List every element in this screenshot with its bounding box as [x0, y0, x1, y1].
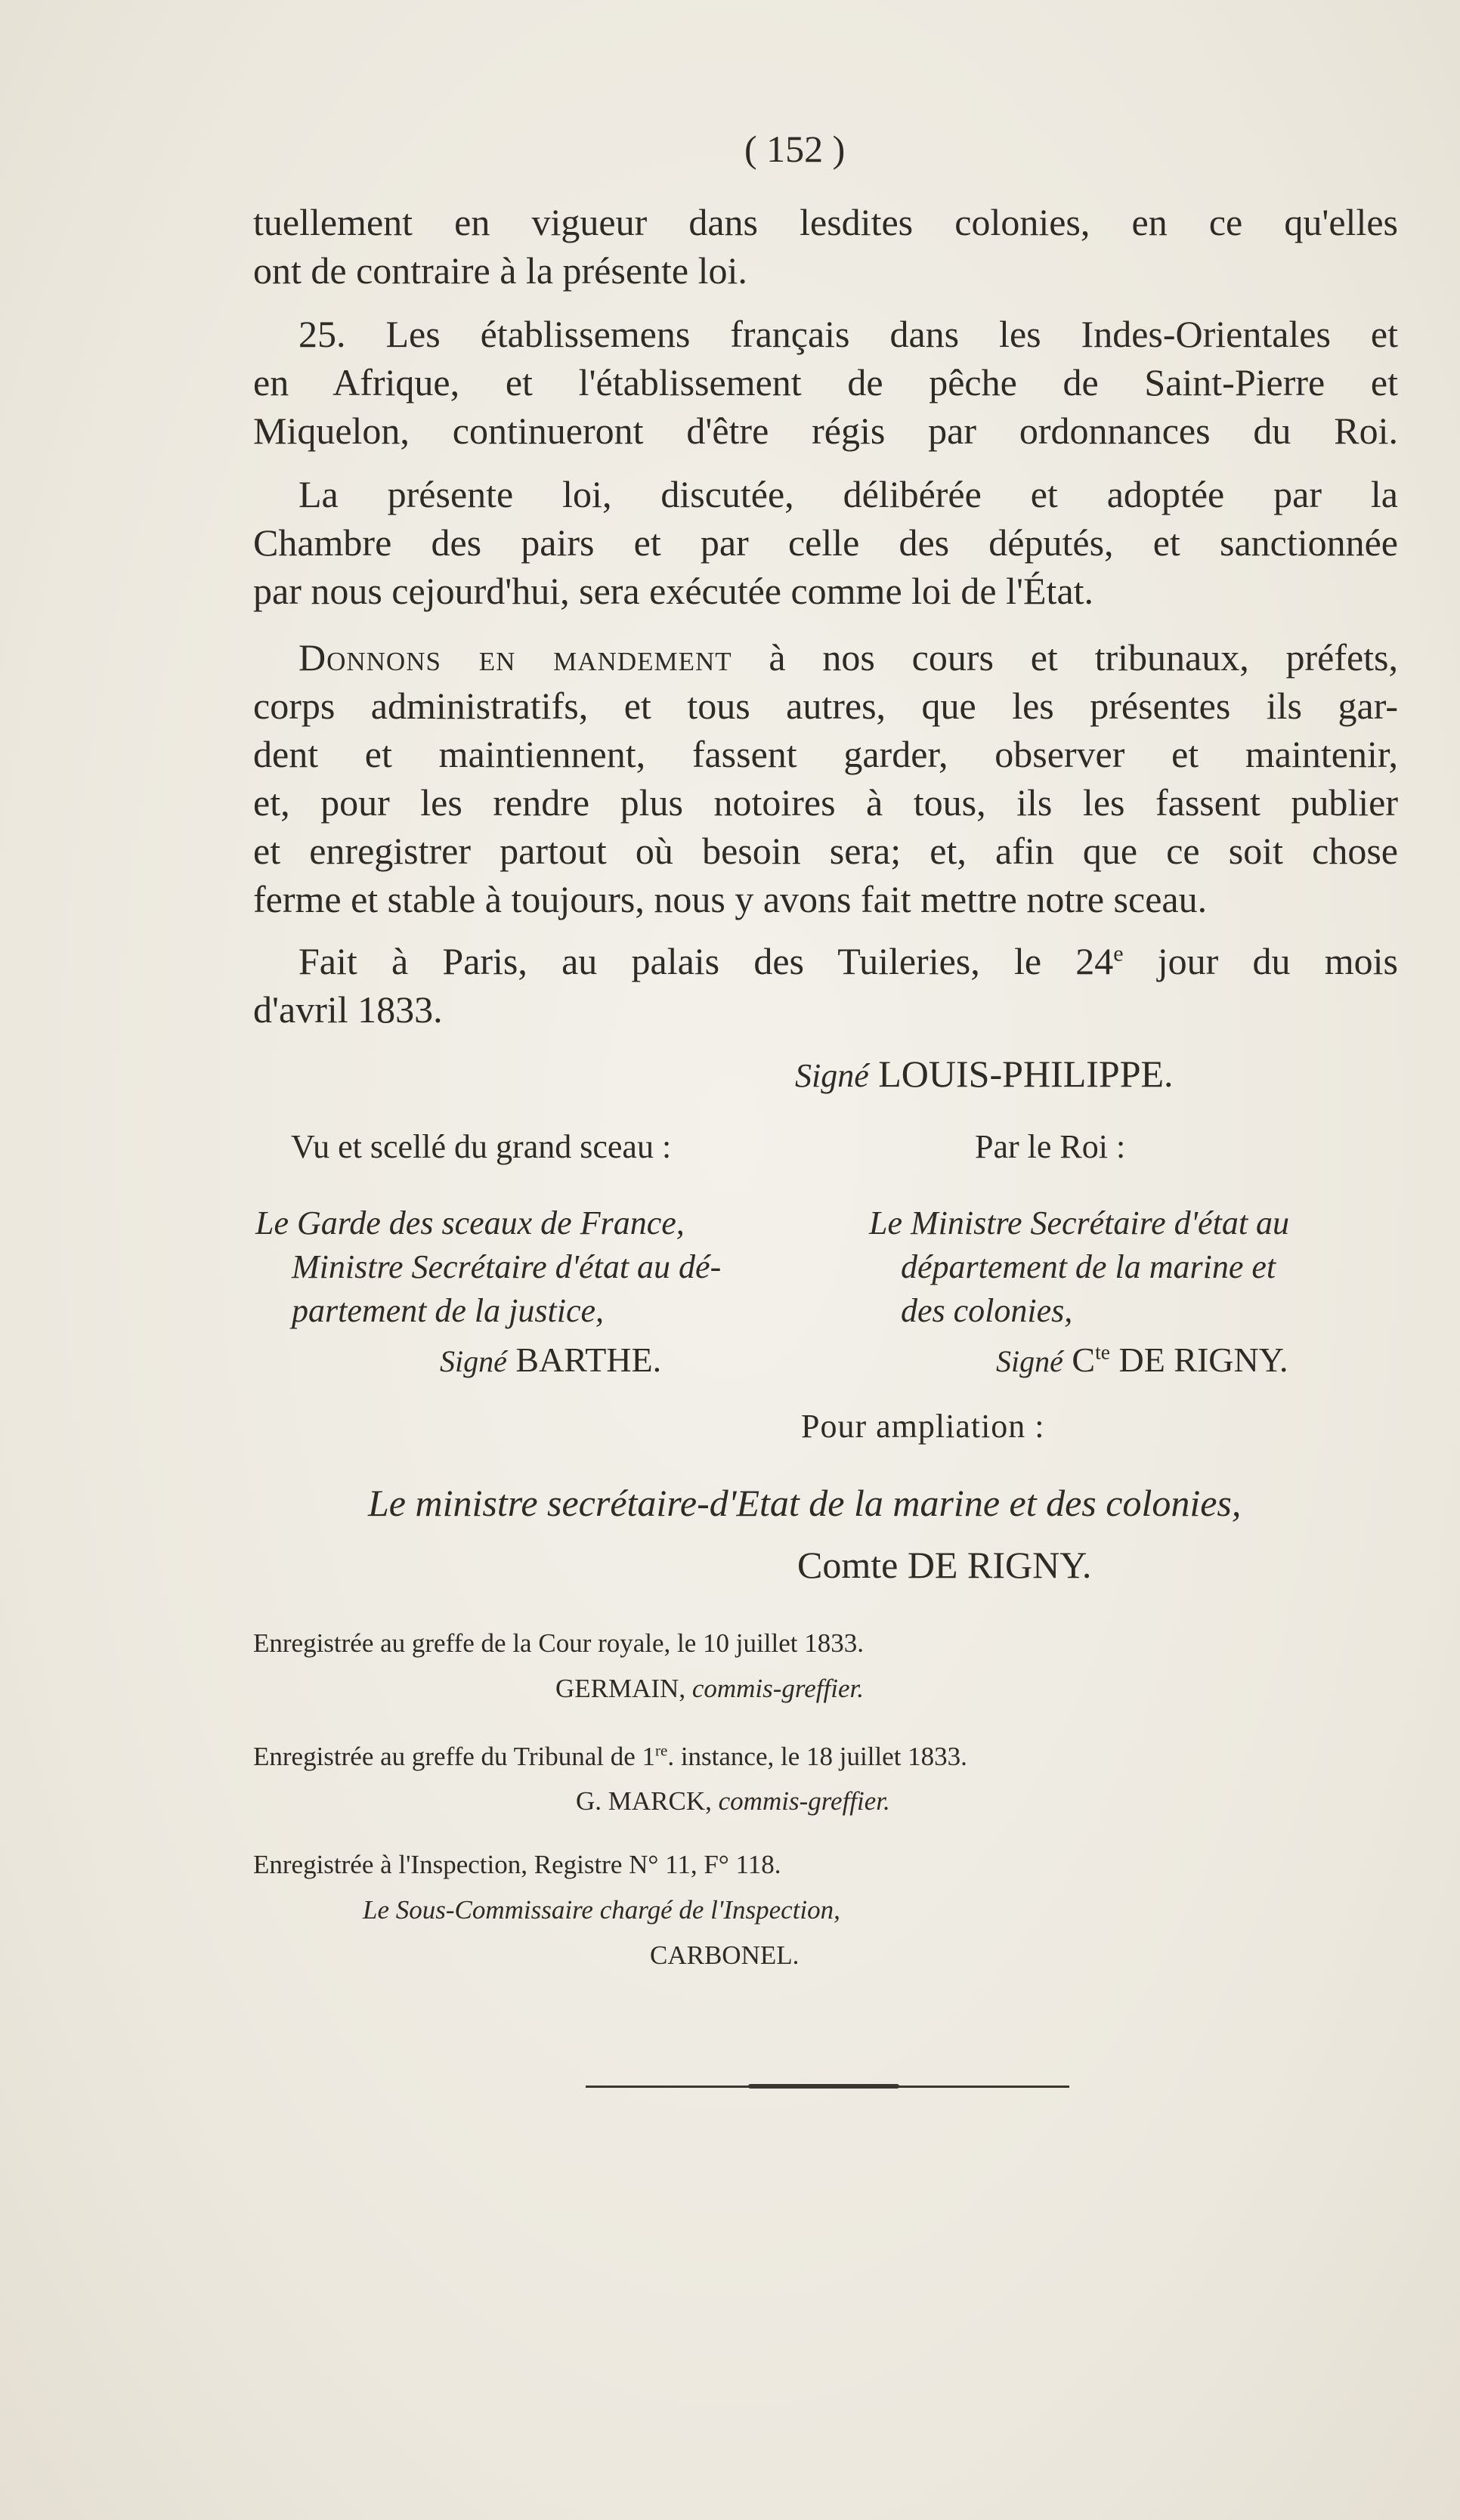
right-column-line-1: Le Ministre Secrétaire d'état au: [869, 1204, 1290, 1241]
registration-1-signatory: [555, 1672, 864, 1705]
marck-role: commis-greffier.: [711, 1786, 890, 1816]
paragraph-2-line-2: en Afrique, et l'établissement de pêche de Saint-Pierre et: [253, 361, 1398, 404]
marck-name: G. MARCK,: [576, 1786, 712, 1816]
king-name: LOUIS-PHILIPPE.: [878, 1053, 1174, 1095]
registration-2-text-rest: . instance, le 18 juillet 1833.: [667, 1742, 967, 1771]
ampliation-heading: Pour ampliation :: [801, 1408, 1045, 1445]
date-text: Fait à Paris, au palais des Tuileries, le 24: [298, 940, 1114, 982]
paragraph-3-line-3: par nous cejourd'hui, sera exécutée comme loi de l'État.: [253, 570, 1094, 612]
paragraph-2-line-3: Miquelon, continueront d'être régis par ordonnances du Roi.: [253, 410, 1398, 452]
mandement-smallcaps: Donnons en mandement: [298, 636, 732, 679]
registration-2-signatory: [576, 1785, 890, 1818]
paragraph-4-line-3: dent et maintiennent, fassent garder, observer et maintenir,: [253, 733, 1398, 775]
paragraph-5-line-2: d'avril 1833.: [253, 988, 443, 1031]
registration-2: [253, 1740, 967, 1773]
barthe-name: BARTHE.: [515, 1340, 662, 1379]
paragraph-2-line-1: 25. Les établissemens français dans les Indes-Orientales et: [298, 313, 1398, 355]
germain-name: GERMAIN,: [555, 1674, 686, 1703]
ampliation-minister: Le ministre secrétaire-d'Etat de la marine et des colonies,: [368, 1482, 1242, 1524]
signe-label: Signé: [440, 1344, 507, 1378]
paragraph-1-line-1: tuellement en vigueur dans lesdites colonies, en ce qu'elles: [253, 201, 1398, 243]
right-column-text: [869, 1201, 1289, 1333]
rigny-title-superscript: te: [1095, 1340, 1110, 1364]
paragraph-1-line-2: ont de contraire à la présente loi.: [253, 249, 747, 292]
right-column-line-3: des colonies,: [901, 1292, 1073, 1329]
paragraph-3-line-2: Chambre des pairs et par celle des députés, et sanctionnée: [253, 521, 1398, 564]
closing-rule-center: [748, 2084, 899, 2089]
paragraph-4-line-5: et enregistrer partout où besoin sera; et, afin que ce soit chose: [253, 830, 1398, 872]
signe-label: Signé: [996, 1344, 1063, 1378]
paragraph-4-line-6: ferme et stable à toujours, nous y avons fait mettre notre sceau.: [253, 878, 1208, 920]
germain-role: commis-greffier.: [685, 1674, 864, 1703]
rigny-name: DE RIGNY.: [1109, 1340, 1288, 1379]
paragraph-5-line-1: [253, 937, 1398, 985]
registration-2-superscript: re: [655, 1741, 668, 1760]
page-number: ( 152 ): [744, 128, 846, 170]
left-column-line-2: Ministre Secrétaire d'état au dé-: [292, 1248, 722, 1285]
registration-1: Enregistrée au greffe de la Cour royale, le 10 juillet 1833.: [253, 1628, 864, 1658]
left-column-heading: Vu et scellé du grand sceau :: [291, 1128, 672, 1165]
paragraph-4-line-1: [253, 633, 1398, 682]
paragraph-4-line-4: et, pour les rendre plus notoires à tous, ils les fassent publier: [253, 781, 1398, 824]
registration-3-signatory: CARBONEL.: [650, 1940, 800, 1970]
date-superscript: e: [1113, 941, 1124, 966]
left-column-text: [255, 1201, 721, 1333]
date-text-rest: jour du mois: [1123, 940, 1398, 982]
rigny-title: C: [1072, 1340, 1096, 1379]
left-column-line-1: Le Garde des sceaux de France,: [255, 1204, 685, 1241]
registration-3-role: Le Sous-Commissaire chargé de l'Inspection,: [363, 1895, 840, 1925]
right-column-line-2: département de la marine et: [901, 1248, 1276, 1285]
registration-3: Enregistrée à l'Inspection, Registre N° 11, F° 118.: [253, 1850, 781, 1879]
registration-2-text: Enregistrée au greffe du Tribunal de 1: [253, 1742, 655, 1771]
left-signature: [440, 1340, 661, 1380]
paragraph-3-line-1: La présente loi, discutée, délibérée et adoptée par la: [298, 473, 1398, 515]
paragraph-4-line-1-rest: à nos cours et tribunaux, préfets,: [732, 636, 1399, 679]
paragraph-4-line-2: corps administratifs, et tous autres, que les présentes ils gar-: [253, 685, 1398, 727]
signe-label: Signé: [795, 1057, 869, 1094]
right-signature: [996, 1340, 1288, 1380]
left-column-line-3: partement de la justice,: [292, 1292, 605, 1329]
king-signature: [795, 1052, 1174, 1096]
right-column-heading: Par le Roi :: [975, 1128, 1126, 1165]
ampliation-name: Comte DE RIGNY.: [797, 1544, 1092, 1586]
